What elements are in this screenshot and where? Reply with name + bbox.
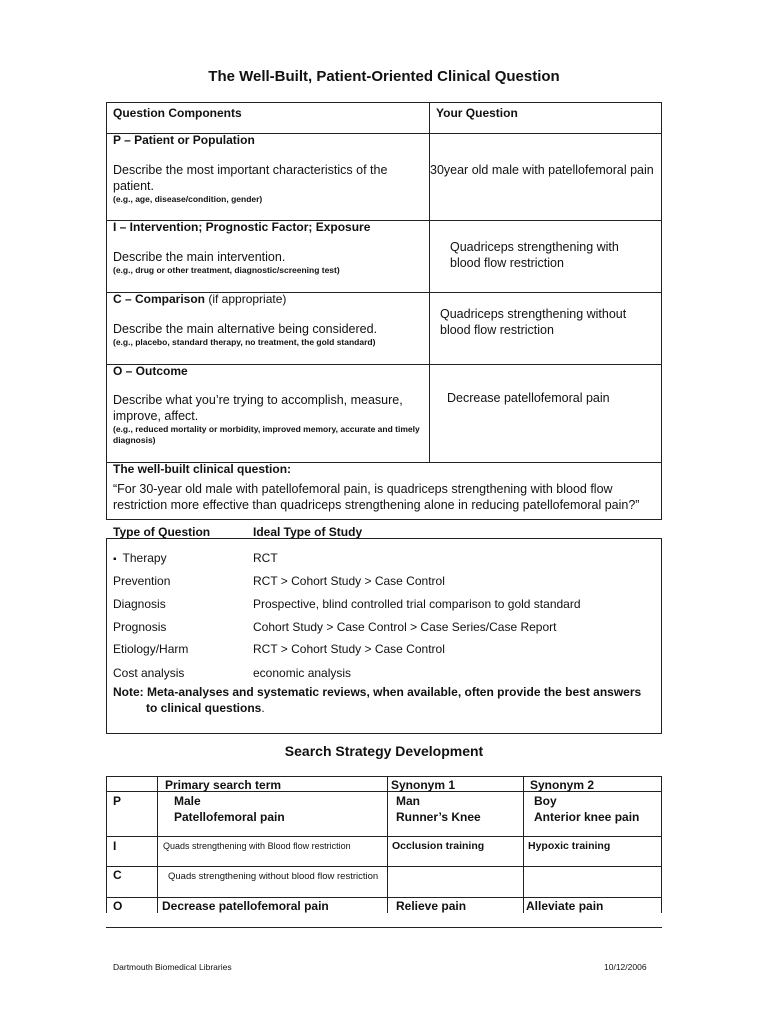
pico-c-heading	[113, 292, 286, 307]
study-ideal-therapy: RCT	[253, 551, 278, 565]
page-title: The Well-Built, Patient-Oriented Clinical Question	[208, 68, 560, 85]
search-grid-col	[157, 776, 158, 913]
search-grid-line	[106, 776, 662, 777]
search-grid-line	[106, 866, 662, 867]
search-grid-line	[106, 897, 662, 898]
footer-left: Dartmouth Biomedical Libraries	[113, 962, 232, 972]
pico-i-answer: Quadriceps strengthening with blood flow restriction	[450, 240, 619, 270]
pico-o-description: Describe what you’re trying to accomplish, measure, improve, affect.	[113, 393, 403, 423]
pico-header-components: Question Components	[113, 106, 242, 120]
search-row-letter-o: O	[113, 899, 123, 913]
search-row-letter-i: I	[113, 839, 117, 853]
study-ideal-etiology: RCT > Cohort Study > Case Control	[253, 642, 445, 656]
search-p-syn2-2: Anterior knee pain	[534, 810, 640, 824]
search-header-synonym2: Synonym 2	[530, 778, 595, 792]
pico-o-examples: (e.g., reduced mortality or morbidity, improved memory, accurate and timely diagnosis)	[113, 424, 420, 445]
search-i-syn2: Hypoxic training	[528, 840, 611, 852]
pico-c-description: Describe the main alternative being considered.	[113, 322, 378, 336]
pico-c-answer: Quadriceps strengthening without blood flow restriction	[440, 307, 627, 337]
footer-right: 10/12/2006	[604, 962, 647, 972]
study-ideal-prognosis: Cohort Study > Case Control > Case Series/Case Report	[253, 620, 557, 634]
study-ideal-diagnosis: Prospective, blind controlled trial comparison to gold standard	[253, 597, 581, 611]
search-strategy-title: Search Strategy Development	[284, 743, 484, 759]
pico-c-examples: (e.g., placebo, standard therapy, no treatment, the gold standard)	[113, 337, 376, 347]
search-c-primary: Quads strengthening without blood flow restriction	[168, 871, 379, 882]
pico-i-description: Describe the main intervention.	[113, 250, 286, 264]
search-grid-line	[106, 927, 662, 928]
study-type-therapy: ▪ Therapy	[113, 551, 167, 567]
study-ideal-prevention: RCT > Cohort Study > Case Control	[253, 574, 445, 588]
study-header-type: Type of Question	[113, 525, 211, 539]
search-i-primary: Quads strengthening with Blood flow restriction	[163, 841, 351, 851]
search-p-primary-2: Patellofemoral pain	[174, 810, 285, 824]
pico-table-divider	[429, 102, 430, 463]
pico-row-line	[106, 364, 662, 365]
study-type-diagnosis: Diagnosis	[113, 597, 166, 611]
study-type-prognosis: Prognosis	[113, 620, 167, 634]
pico-p-examples: (e.g., age, disease/condition, gender)	[113, 194, 263, 204]
study-note-line1: Note: Meta-analyses and systematic reviews, when available, often provide the best answers	[113, 685, 642, 699]
search-grid-line	[106, 836, 662, 837]
search-o-syn1: Relieve pain	[396, 899, 467, 913]
search-p-syn2-1: Boy	[534, 794, 557, 808]
pico-o-answer: Decrease patellofemoral pain	[447, 391, 610, 405]
pico-p-description: Describe the most important characteristics of the patient.	[113, 163, 388, 193]
search-grid-col	[106, 776, 107, 913]
search-header-synonym1: Synonym 1	[391, 778, 456, 792]
pico-c-heading-label: C – Comparison	[113, 292, 206, 306]
study-type-prevention: Prevention	[113, 574, 171, 588]
pico-p-heading: P – Patient or Population	[113, 133, 255, 147]
study-type-cost: Cost analysis	[113, 666, 185, 680]
pico-i-examples: (e.g., drug or other treatment, diagnostic/screening test)	[113, 265, 340, 275]
search-row-letter-p: P	[113, 794, 122, 808]
study-header-ideal: Ideal Type of Study	[253, 525, 363, 539]
study-type-etiology: Etiology/Harm	[113, 642, 189, 656]
search-i-syn1: Occlusion training	[392, 840, 485, 852]
search-p-syn1-2: Runner’s Knee	[396, 810, 481, 824]
search-o-primary: Decrease patellofemoral pain	[162, 899, 329, 913]
search-grid-col	[523, 776, 524, 913]
search-p-syn1-1: Man	[396, 794, 420, 808]
search-row-letter-c: C	[113, 868, 122, 882]
search-header-primary: Primary search term	[165, 778, 282, 792]
pico-o-heading: O – Outcome	[113, 364, 188, 378]
bullet-icon	[113, 551, 123, 565]
pico-i-heading: I – Intervention; Prognostic Factor; Exposure	[113, 220, 371, 234]
search-o-syn2: Alleviate pain	[526, 899, 604, 913]
study-ideal-cost: economic analysis	[253, 666, 352, 680]
search-grid-col	[387, 776, 388, 913]
clinical-question-text: “For 30-year old male with patellofemoral pain, is quadriceps strengthening with blood flow restriction more effective than quadriceps strengthening alone in reducing patellofemoral pain?”	[113, 482, 640, 512]
pico-header-your-question: Your Question	[436, 106, 518, 120]
pico-c-heading-suffix: (if appropriate)	[205, 292, 287, 306]
search-grid-col	[661, 776, 662, 913]
search-p-primary-1: Male	[174, 794, 201, 808]
clinical-question-label: The well-built clinical question:	[113, 462, 292, 476]
pico-p-answer: 30year old male with patellofemoral pain	[430, 163, 654, 177]
study-note-line2: to clinical questions.	[146, 701, 265, 715]
